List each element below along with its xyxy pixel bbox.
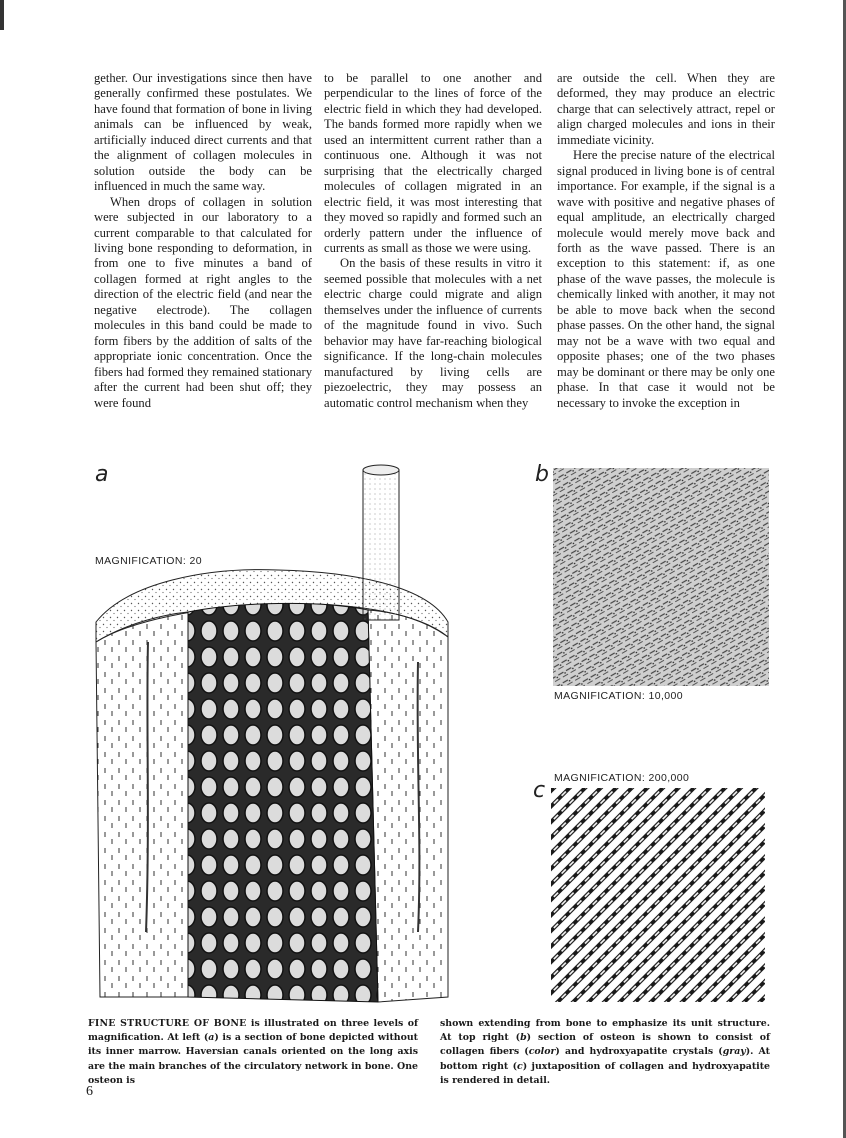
panel-a-magnification: MAGNIFICATION: 20: [95, 555, 202, 567]
page-number: 6: [86, 1084, 93, 1099]
paragraph: On the basis of these results in vitro it seemed possible that molecules with a net electric charge could migrate and align themselves under the influence of currents of the magnitude found in vivo. Such behavior may have far-reaching biological significance. If the long-chain molecules manufactured by living cells are piezoelectric, they may possess an automatic control mechanism when they: [324, 256, 542, 410]
caption-text: ) juxtaposition of collagen and hydroxyapatite is rendered in detail.: [440, 1060, 771, 1086]
paragraph: gether. Our investigations since then have generally confirmed these postulates. We have found that formation of bone in living animals can be influenced by weak, artificially induced direct currents and that the alignment of collagen molecules in solution outside the body can be influenced in much the same way.: [94, 71, 312, 194]
caption-italic: c: [517, 1060, 523, 1072]
caption-italic: color: [528, 1046, 556, 1058]
paragraph: Here the precise nature of the electrical signal produced in living bone is of central importance. For example, if the signal is a wave with positive and negative phases of equal amplitude, an electrically charged molecule would merely move back and forth as the wave passed. There is an exception to this statement: if, as one phase of the wave passes, the molecule is chemically linked with another, it may not be able to move back when the second phase passes. On the other hand, the signal may not be a wave with two equal and opposite phases; one of the two phases may be dominant or there may be only one phase. In that case it would not be necessary to invoke the exception in: [557, 148, 775, 410]
caption-text: shown extending from bone to emphasize its unit structure. At top right (: [440, 1018, 770, 1044]
bone-section-illustration: [88, 462, 458, 1007]
text-column-2: [324, 71, 542, 411]
caption-italic: gray: [722, 1046, 746, 1058]
text-column-1: [94, 71, 312, 411]
paragraph: are outside the cell. When they are deformed, they may produce an electric charge that can selectively attract, repel or align charged molecules and ions in their immediate vicinity.: [557, 71, 775, 147]
osteon-section-texture: [553, 468, 769, 686]
panel-c-label: c: [533, 778, 546, 803]
panel-c-magnification: MAGNIFICATION: 200,000: [554, 772, 690, 784]
caption-italic: b: [520, 1032, 527, 1044]
text-column-3: [557, 71, 775, 411]
collagen-hydroxyapatite-detail: [551, 788, 765, 1002]
caption-text: ) is a section of bone depicted without its inner marrow. Haversian canals oriented on the long axis are the main branches of the circulatory network in bone. One osteon is: [88, 1032, 419, 1086]
caption-text: is illustrated on three levels of magnification. At left (: [88, 1018, 419, 1044]
paragraph: to be parallel to one another and perpendicular to the lines of force of the electric field in which they had developed. The bands formed more rapidly when we used an intermittent current rather than a continuous one. Although it was not surprising that the electrically charged molecules of collagen migrated in an electric field, it was most interesting that they moved so rapidly and formed such an orderly pattern under the influence of currents as small as those we were using.: [324, 71, 542, 255]
caption-text: ) section of osteon is shown to consist of collagen fibers (: [440, 1032, 770, 1058]
panel-b-magnification: MAGNIFICATION: 10,000: [554, 690, 683, 702]
caption-italic: a: [208, 1032, 215, 1044]
caption-text: ) and hydroxyapatite crystals (: [555, 1046, 723, 1058]
caption-text: ). At bottom right (: [440, 1046, 770, 1072]
figure-caption-right: [440, 1017, 770, 1088]
paragraph: When drops of collagen in solution were subjected in our laboratory to a current comparable to that calculated for living bone responding to deformation, in from one to five minutes a band of collagen formed at right angles to the direction of the electric field (and near the negative electrode). The collagen molecules in this band could be made to form fibers by the addition of salts of the appropriate ionic concentration. Once the fibers had formed they remained stationary after the current had been shut off; they were found: [94, 194, 312, 410]
figure-caption-left: [88, 1017, 418, 1088]
caption-lead: FINE STRUCTURE OF BONE: [88, 1018, 247, 1029]
scan-edge-mark: [0, 0, 4, 30]
panel-b-label: b: [535, 462, 549, 487]
panel-a-label: a: [95, 462, 109, 487]
